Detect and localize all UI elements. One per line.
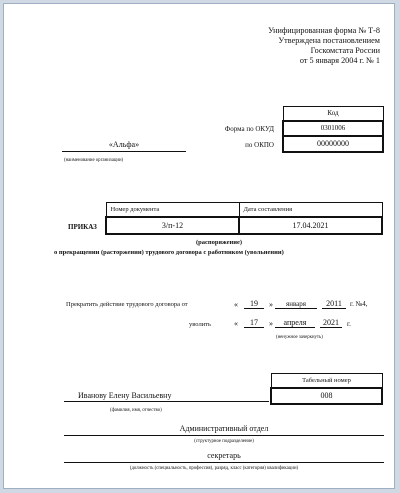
strike-caption: (ненужное зачеркнуть) — [276, 335, 323, 340]
department: Административный отдел — [64, 424, 384, 436]
doc-subtitle: (распоряжение) — [195, 239, 243, 246]
doc-purpose: о прекращении (расторжении) трудового договора с работником (увольнении) — [54, 249, 284, 256]
okud-value: 0301006 — [283, 121, 383, 136]
okud-label: Форма по ОКУД — [224, 125, 274, 133]
dismiss-quote-close: » — [269, 319, 273, 328]
doc-date: 17.04.2021 — [239, 217, 382, 234]
dismiss-year: 2021 — [320, 318, 342, 328]
doc-table — [105, 202, 383, 235]
position-caption: (должность (специальность, профессия), разряд, класс (категория) квалификации) — [129, 466, 299, 471]
doc-number: 3/п-12 — [106, 217, 239, 234]
org-name: «Альфа» — [62, 140, 186, 152]
doc-date-head: Дата составления — [239, 203, 382, 217]
contract-month: января — [275, 300, 317, 309]
form-header-line: от 5 января 2004 г. № 1 — [299, 56, 380, 65]
okpo-label: по ОКПО — [245, 141, 274, 149]
document-page — [3, 3, 395, 489]
dismiss-quote-open: « — [234, 319, 238, 328]
org-caption: (наименование организации) — [64, 158, 124, 163]
form-header-line: Унифицированная форма № Т-8 — [268, 26, 380, 35]
okpo-value: 00000000 — [283, 136, 383, 152]
codes-head: Код — [283, 107, 383, 121]
position: секретарь — [64, 451, 384, 463]
tab-number-value: 008 — [271, 388, 382, 404]
contract-day: 19 — [244, 299, 264, 309]
dismiss-label: уволить — [189, 321, 211, 328]
tab-number-head: Табельный номер — [271, 374, 382, 388]
dismiss-suffix: г. — [347, 320, 351, 328]
contract-suffix: г. №4, — [350, 300, 368, 308]
terminate-label: Прекратить действие трудового договора от — [66, 301, 188, 308]
employee-name-caption: (фамилия, имя, отчество) — [110, 408, 162, 413]
date-quote-close: » — [269, 300, 273, 309]
dismiss-month: апреля — [275, 318, 315, 328]
dismiss-day: 17 — [244, 318, 264, 328]
form-header-line: Утверждена постановлением — [278, 36, 380, 45]
form-header — [268, 26, 380, 66]
codes-table — [282, 106, 384, 153]
date-quote-open: « — [234, 300, 238, 309]
contract-year: 2011 — [322, 299, 346, 309]
tab-number-table — [270, 373, 383, 405]
form-header-line: Госкомстата России — [310, 46, 380, 55]
doc-title: ПРИКАЗ — [68, 223, 97, 231]
department-caption: (структурное подразделение) — [194, 439, 254, 444]
employee-name: Иванову Елену Васильевну — [64, 391, 269, 402]
doc-number-head: Номер документа — [106, 203, 239, 217]
